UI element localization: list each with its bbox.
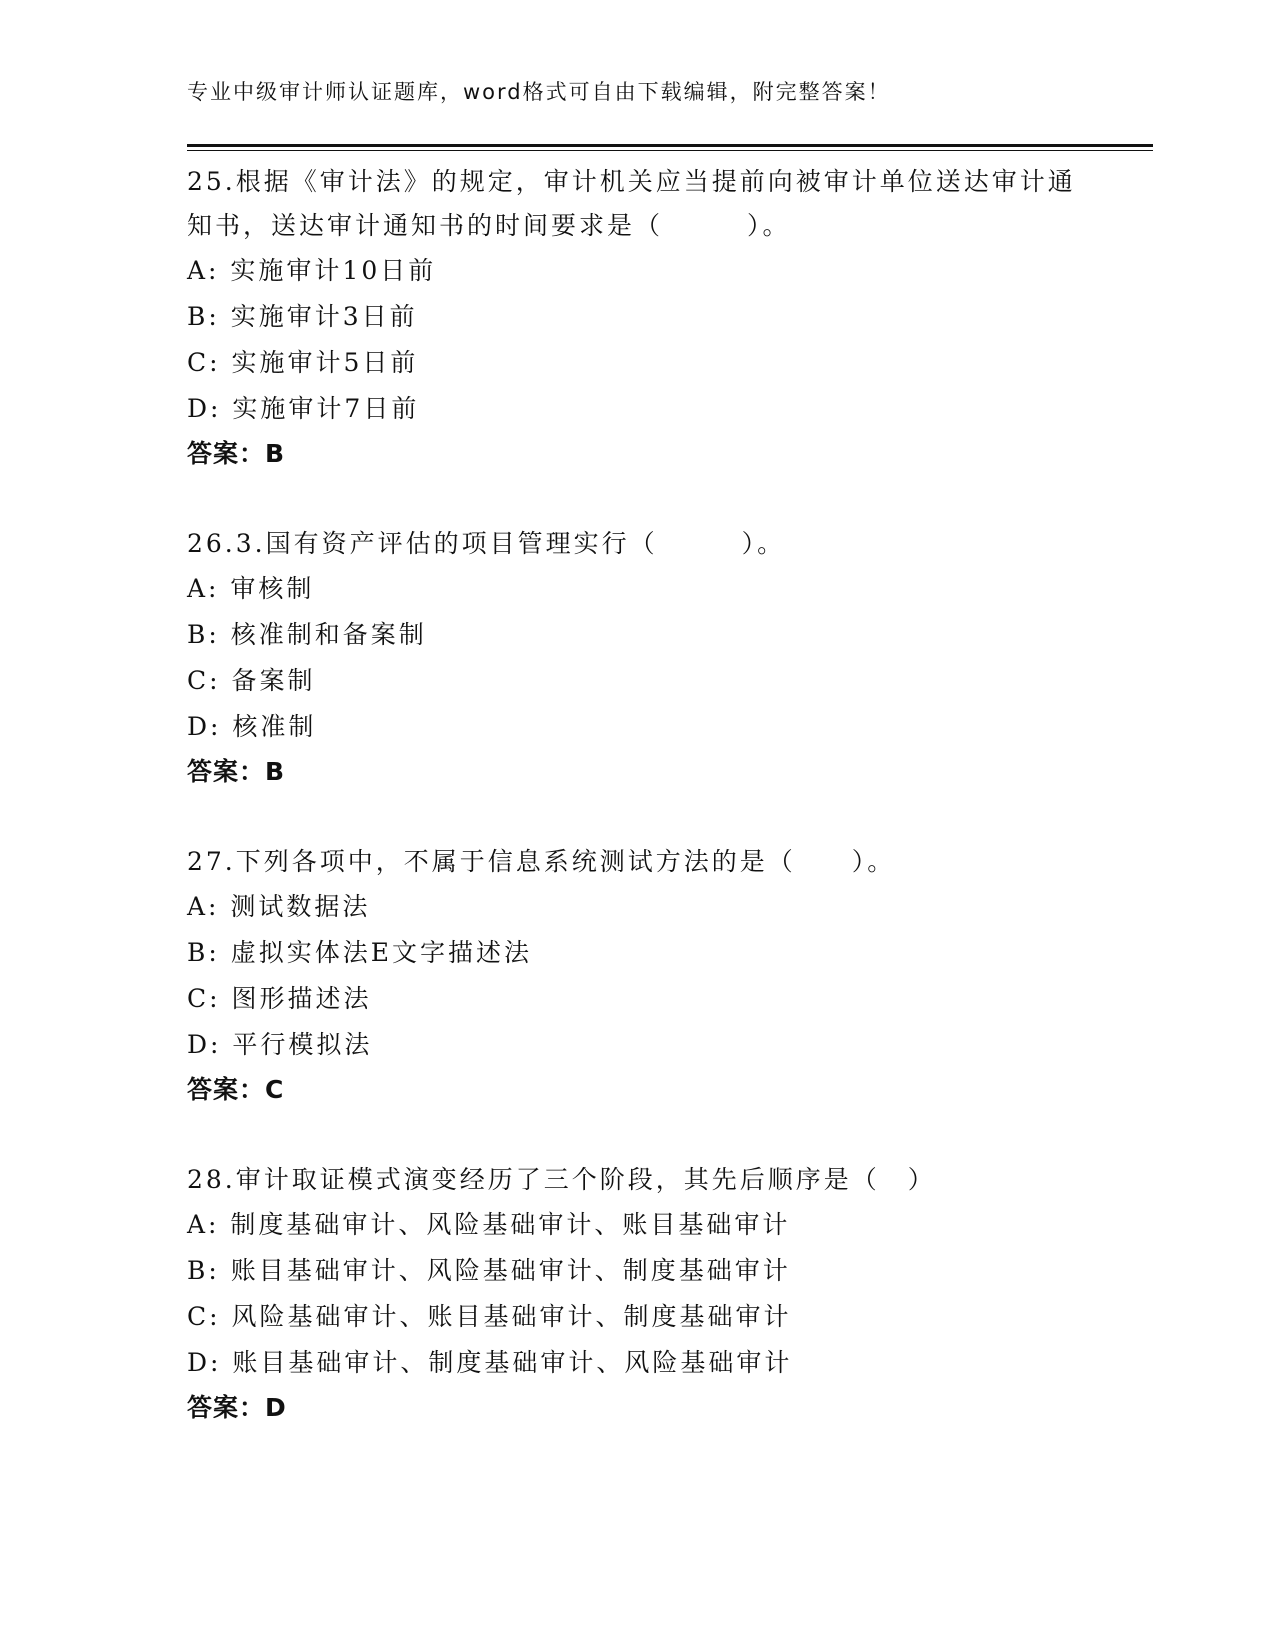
header-rule-thin: [187, 150, 1153, 151]
option-b: B: 核准制和备案制: [187, 620, 427, 649]
question-26: [187, 522, 1087, 794]
question-27: [187, 840, 1087, 1112]
question-stem: 27.下列各项中，不属于信息系统测试方法的是（ ）。: [187, 847, 896, 876]
answer-line: 答案：B: [187, 439, 286, 468]
answer-line: 答案：D: [187, 1393, 287, 1422]
option-a: A: 审核制: [187, 574, 315, 603]
option-d: D: 实施审计7日前: [187, 394, 420, 423]
option-c: C: 图形描述法: [187, 984, 372, 1013]
option-c: C: 实施审计5日前: [187, 348, 419, 377]
option-d: D: 平行模拟法: [187, 1030, 373, 1059]
option-b: B: 账目基础审计、风险基础审计、制度基础审计: [187, 1256, 791, 1285]
page-header: 专业中级审计师认证题库，word格式可自由下载编辑，附完整答案！: [187, 80, 891, 104]
question-list: [187, 160, 1087, 1476]
option-d: D: 账目基础审计、制度基础审计、风险基础审计: [187, 1348, 793, 1377]
question-stem: 28.审计取证模式演变经历了三个阶段，其先后顺序是（ ）: [187, 1165, 936, 1194]
option-d: D: 核准制: [187, 712, 317, 741]
option-a: A: 测试数据法: [187, 892, 371, 921]
question-28: [187, 1158, 1087, 1430]
option-b: B: 实施审计3日前: [187, 302, 418, 331]
option-c: C: 备案制: [187, 666, 316, 695]
option-c: C: 风险基础审计、账目基础审计、制度基础审计: [187, 1302, 792, 1331]
answer-line: 答案：B: [187, 757, 286, 786]
question-stem: 26.3.国有资产评估的项目管理实行（ ）。: [187, 529, 786, 558]
option-a: A: 制度基础审计、风险基础审计、账目基础审计: [187, 1210, 791, 1239]
option-a: A: 实施审计10日前: [187, 256, 437, 285]
question-25: [187, 160, 1087, 476]
answer-line: 答案：C: [187, 1075, 285, 1104]
question-stem: 25.根据《审计法》的规定，审计机关应当提前向被审计单位送达审计通知书，送达审计通知书的时间要求是（ ）。: [187, 167, 1076, 240]
header-rule-thick: [187, 144, 1153, 147]
option-b: B: 虚拟实体法E文字描述法: [187, 938, 532, 967]
